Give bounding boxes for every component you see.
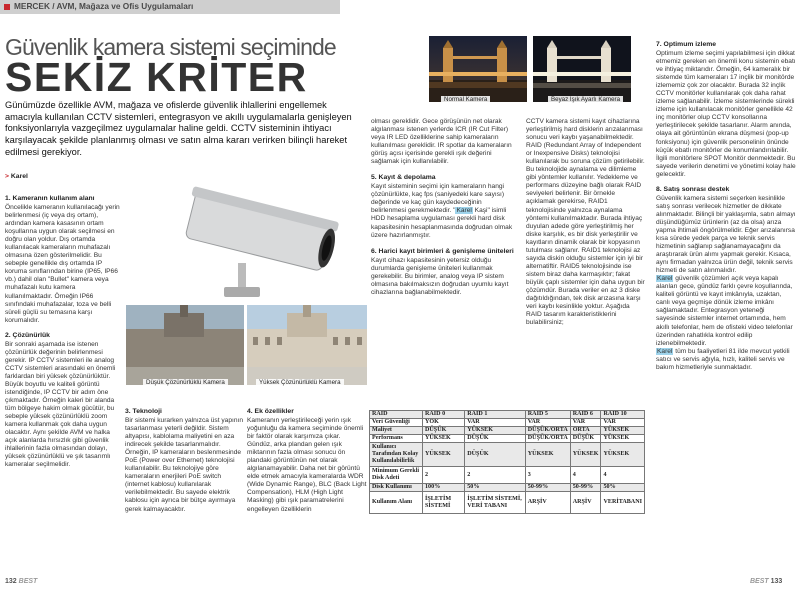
section-5-text-post: Kaşi" isimli HDD hesaplama uygulaması gerekli hard disk kapasitesinin hesaplanmasında doğrudan olmak üzere hazırlanmıştır. bbox=[371, 207, 513, 239]
table-cell: YÜKSEK bbox=[423, 443, 465, 467]
table-cell: VERİTABANI bbox=[601, 492, 645, 514]
table-cell: İŞLETİM SİSTEMİ bbox=[423, 492, 465, 514]
table-cell: ARŞİV bbox=[570, 492, 601, 514]
source-label bbox=[5, 173, 28, 180]
backlight-camera-photo bbox=[533, 36, 631, 102]
footer-left bbox=[5, 578, 37, 585]
category-label: MERCEK / AVM, Mağaza ve Ofis Uygulamaları bbox=[14, 1, 194, 11]
section-1-title: 1. Kameranın kullanım alanı bbox=[5, 195, 95, 202]
column-6 bbox=[656, 38, 796, 372]
table-row-label: Minimum Gerekli Disk Adeti bbox=[370, 467, 423, 484]
section-8-para-3 bbox=[656, 348, 796, 372]
table-cell: VAR bbox=[465, 419, 526, 427]
table-cell: İŞLETİM SİSTEMİ, VERİ TABANI bbox=[465, 492, 526, 514]
section-8-para-3-text: tüm bu faaliyetleri 81 ilde mevcut yetkili satıcı ve servis ağıyla, hızlı, kaliteli servis ve bakım hizmetleriyle sunmaktadır. bbox=[656, 347, 790, 371]
table-row-label: Kullanım Alanı bbox=[370, 492, 423, 514]
section-7-title: 7. Optimum izleme bbox=[656, 41, 717, 48]
section-3-title: 3. Teknoloji bbox=[125, 408, 162, 415]
column-2 bbox=[125, 405, 243, 514]
table-cell: YÜKSEK bbox=[601, 435, 645, 443]
high-res-caption: Yüksek Çözünürlüklü Kamera bbox=[256, 379, 344, 386]
section-6-text: Kayıt cihazı kapasitesinin yetersiz olduğu durumlarda genişleme üniteleri kullanmak gerekebilir. Bu birimler, analog veya IP sistem olmasına bakılmaksızın doğrudan uyumlu kayıt cihazlarına bağlanabilmektedir. bbox=[371, 256, 509, 296]
table-cell: 50% bbox=[465, 484, 526, 492]
table-cell: DÜŞÜK/ORTA bbox=[525, 427, 570, 435]
table-cell: RAID 1 bbox=[465, 411, 526, 419]
footer-right bbox=[750, 578, 782, 585]
section-5-text bbox=[371, 183, 514, 239]
section-4-text: Kameranın yerleştirileceği yerin ışık yoğunluğu da kamera seçiminde önemli bir faktör olarak karşımıza çıkar. Gündüz, arka plandan gelen ışık miktarının fazla olması sonucu ön plandaki görüntünün net olarak algılanamayabilir. Daha net bir görüntü elde etmek amacıyla kameralarda WDR (Wide Dynamic Range), BLC (Back Light Compensation), HLM (High Light Masking) gibi ışık paramatrelerini engelleyen özelliklerin bbox=[247, 417, 367, 513]
table-row bbox=[370, 419, 645, 427]
table-cell: ARŞİV bbox=[525, 492, 570, 514]
category-bar bbox=[0, 0, 340, 14]
brand-highlight: Karel bbox=[657, 275, 673, 283]
table-cell: 3 bbox=[525, 467, 570, 484]
table-cell: 2 bbox=[465, 467, 526, 484]
section-8-para-2 bbox=[656, 275, 796, 347]
table-cell: 4 bbox=[601, 467, 645, 484]
column-4 bbox=[371, 118, 514, 297]
table-cell: DÜŞÜK bbox=[465, 435, 526, 443]
section-4-title: 4. Ek özellikler bbox=[247, 408, 294, 415]
backlight-camera-caption: Beyaz Işık Ayarlı Kamera bbox=[548, 96, 623, 103]
table-cell: 50-99% bbox=[525, 484, 570, 492]
page-number-left: 132 bbox=[5, 578, 17, 585]
table-cell: 100% bbox=[423, 484, 465, 492]
brand-highlight: Karel bbox=[657, 347, 673, 355]
table-row bbox=[370, 427, 645, 435]
table-cell: YÜKSEK bbox=[465, 427, 526, 435]
table-cell: YÜKSEK bbox=[601, 427, 645, 435]
table-row-label: Disk Kullanımı bbox=[370, 484, 423, 492]
page-number-right: 133 bbox=[770, 578, 783, 585]
table-cell: DÜŞÜK/ORTA bbox=[525, 435, 570, 443]
section-8-title: 8. Satış sonrası destek bbox=[656, 185, 730, 193]
table-cell: RAID 10 bbox=[601, 411, 645, 419]
column-5 bbox=[526, 118, 646, 327]
brand-right: BEST bbox=[750, 578, 769, 585]
low-res-photo bbox=[126, 305, 244, 385]
table-cell: 50% bbox=[601, 484, 645, 492]
table-cell: 2 bbox=[423, 467, 465, 484]
table-cell: DÜŞÜK bbox=[570, 435, 601, 443]
table-cell: YÜKSEK bbox=[525, 443, 570, 467]
table-cell: ORTA bbox=[570, 427, 601, 435]
table-cell: VAR bbox=[525, 419, 570, 427]
section-2-title: 2. Çözünürlük bbox=[5, 331, 50, 339]
table-row-label: Veri Güvenliği bbox=[370, 419, 423, 427]
table-cell: YÜKSEK bbox=[423, 435, 465, 443]
table-row-label: Kullanıcı Tarafından Kolay Kullanılabilirlik bbox=[370, 443, 423, 467]
brand-highlight: Karel bbox=[456, 207, 472, 215]
table-cell: VAR bbox=[570, 419, 601, 427]
table-cell: YOK bbox=[423, 419, 465, 427]
table-cell: RAID 5 bbox=[525, 411, 570, 419]
low-res-caption: Düşük Çözünürlüklü Kamera bbox=[143, 379, 228, 386]
section-7-text: Optimum izleme seçimi yapılabilmesi için dikkat etmemiz gereken en önemli konu sistemin ebatı ve ihtiyaç miktarıdır. Örneğin, 64 kameralık bir sistemde tüm kameraları 17 inçlik bir monitörde izlememiz çok zor olacaktır. Burada 32 inçlik CCTV monitörler kullanılarak çok daha rahat izleme sağlanabilir. İzleme sistemlerinde sürekli izleme için kullanılacak monitörler genellikle 42 inç monitörler olup CCTV konsollarına yerleştirilecek şekilde tasarlanır. Alarm anında, olaya ait görüntünün ekrana düşmesi (pop-up fonksiyonu) için güvenlik personelinin önünde küçük ebatlı monitörler de konumlandırılabilir. İlgili monitörlere SPOT Monitör denmektedir. Bu sayede verilerin denetimi ve yönetimi kolay hale gelecektir. bbox=[656, 50, 796, 178]
table-row bbox=[370, 435, 645, 443]
raid-text: CCTV kamera sistemi kayıt cihazlarına yerleştirilmiş hard disklerin arızalanması sonucu veri kaybı yaşanabilmektedir. RAID (Redundant Array of Independent or Inexpensive Disks) teknolojisi kullanılarak bu soruna çözüm getirilebilir. Bu teknolojide aynalama ve dilimleme gibi yöntemler kullanılır. Yedekleme ve performans düzeyine bağlı olarak RAID seviyeleri belirlenir. Bir örnekle açıklamak gerekirse, RAID1 teknolojisinde yalnızca aynalama yöntemi kullanılmaktadır. Burada ihtiyaç duyulan adede göre yerleştirilmiş her diske karşılık, es bir disk yerleştirilir ve kayıtların dinamik olarak bir kopyasının tutulması sağlanır. RAID1 teknolojisi az sayıda diskin olduğu sistemler için iyi bir alternatiftir. RAID5 teknolojisinde ise sistem biraz daha karmaşıktır; fakat büyük çaplı sistemler için daha uygun bir çözümdür. Burada veriler en az 3 diske dağıtıldığından, tek disk arızasına karşı veri kaybı kesinlikle yoktur. Aşağıda RAID tasarım karakteristiklerini bulabilirsiniz; bbox=[526, 118, 645, 327]
section-8-text: Güvenlik kamera sistemi seçerken kesinlikle satış sonrası verilecek hizmetler de dikkate alınmaktadır. Bilinçli bir yaklaşımla, satın almayı düşündüğümüz ürünlerin (az da olsa) arıza yapma ihtimali öngörülmelidir. Eğer arızalanırsa kısa sürede yedek parça ve teknik servis hizmetinin sağlanıp sağlanamayacağını da araştırarak ürün alımı yapmak gerekir. Kısaca, aynı firmadan yalnızca ürün değil, teknik servis hizmeti de satın alınmalıdır. bbox=[656, 194, 796, 275]
table-cell: 4 bbox=[570, 467, 601, 484]
table-header-row bbox=[370, 411, 645, 419]
table-row-label: RAID bbox=[370, 411, 423, 419]
column-1 bbox=[5, 192, 123, 469]
table-row bbox=[370, 484, 645, 492]
category-marker bbox=[4, 4, 10, 10]
table-row bbox=[370, 492, 645, 514]
section-5-title: 5. Kayıt & depolama bbox=[371, 174, 436, 182]
table-cell: RAID 0 bbox=[423, 411, 465, 419]
normal-camera-caption: Normal Kamera bbox=[441, 96, 490, 103]
section-6-title: 6. Harici kayıt birimleri & genişleme üniteleri bbox=[371, 247, 514, 255]
section-2-text: Bir sonraki aşamada ise istenen çözünürlük değerinin belirlenmesi gerekir. IP CCTV sistemleri ile analog CCTV sistemleri arasındaki en önemli farklardan biri yüksek çözünürlüktür. Büyük boyutlu ve kaliteli görüntü istendiğinde, IP CCTV bir adım öne çıkmaktadır. Örneğin kaleri bir alanda tüm bölgeye hakim olmak gücütür, bu sebeple yüksek çözünürlüklü zoom kamera kullanmak çok daha uygun olacaktır. Aynı şekilde AVM ve halka açık alanlarda hırsızlık gibi güvenlik ihlallerinin fazla olmasından dolayı, yüksek çözünürlüklü ve şık tasarımlı kameralar seçilmelidir. bbox=[5, 340, 116, 469]
table-cell: VAR bbox=[601, 419, 645, 427]
table-cell: YÜKSEK bbox=[601, 443, 645, 467]
title-line-2: SEKİZ KRİTER bbox=[5, 54, 308, 100]
table-row-label: Maliyet bbox=[370, 427, 423, 435]
table-cell: RAID 6 bbox=[570, 411, 601, 419]
brand-left: BEST bbox=[18, 578, 38, 585]
table-cell: DÜŞÜK bbox=[465, 443, 526, 467]
normal-camera-photo bbox=[429, 36, 527, 102]
title-line-1: Güvenlik kamera sistemi seçiminde bbox=[5, 34, 336, 60]
raid-table bbox=[369, 410, 645, 514]
table-cell: YÜKSEK bbox=[570, 443, 601, 467]
section-4-continued: olması gereklidir. Gece görüşünün net olarak algılanması istenen yerlerde ICR (IR Cut Filter) veya IR LED özelliklerine sahip kameraların kullanılması gereklidir. IR spotlar da kameraların görüş açısı içerisinde gerekli ışık değerini sağlamak için kullanılabilir. bbox=[371, 118, 512, 166]
table-row bbox=[370, 443, 645, 467]
section-5-text-pre: Kayıt sisteminin seçimi için kameraların hangi çözünürlükte, kaç fps (saniyedeki kare sayısı) değerinde ve kaç gün kaydedeceğinin belirlenmesi gerekmektedir. " bbox=[371, 183, 505, 215]
arrow-icon: > bbox=[5, 173, 9, 180]
lead-paragraph: Günümüzde özellikle AVM, mağaza ve ofislerde güvenlik ihlallerini engellemek amacıyla kullanılan CCTV sistemleri, entegrasyon ve akıllı uygulamalarla genişleyen fonksiyonlarıyla vazgeçilmez uygulamalar haline geldi. CCTV sisteminin ihtiyacı karşılayacak şekilde planlanmış olması ve satın alma kararı verirken bilinçli hareket edilmesi gerekiyor. bbox=[5, 100, 352, 157]
section-8-para-2-text: güvenlik çözümleri açık veya kapalı alanları gece, gündüz farklı çevre koşullarında, kaliteli görüntü ve kayıt imkânıyla, uzaktan, canlı veya geçmişe dönük izleme imkânı sağlamaktadır. Entegrasyon yeteneği sayesinde sistemler internet ortamında, hem akıllı telefonlar, hem de ofisteki video telefonlar üzerinden rahatlıkla kontrol edilip izlenebilmektedir. bbox=[656, 275, 793, 347]
high-res-photo bbox=[247, 305, 367, 385]
column-3 bbox=[247, 405, 367, 514]
source-name: Karel bbox=[10, 173, 28, 180]
raid-table-body bbox=[370, 411, 645, 514]
table-cell: 50-99% bbox=[570, 484, 601, 492]
camera-photo bbox=[126, 175, 366, 303]
section-1-text: Öncelikle kameranın kullanılacağı yerin belirlenmesi (iç veya dış ortam), ardından kamera kasasının ortam koşullarına uygun olarak seçilmesi en doğru olan yoldur. Dış ortamda kullanılacak kameraların muhafazalı olmasına özen gösterilmelidir. Bu sebeple genellikle dış ortamda IP koruma sınıflarından birine (IP65, IP66 vb.) dahil olan "Bullet" kamera veya muhafazalı kutu kamera kullanılmaktadır. Örneğin IP66 sınıfındaki muhafazalar, toza ve belli süreli güçlü su temasına karşı korumalıdır. bbox=[5, 204, 120, 324]
table-row bbox=[370, 467, 645, 484]
table-cell: DÜŞÜK bbox=[423, 427, 465, 435]
section-3-text: Bir sistemi kurarken yalnızca üst yapının tasarlanması yeterli değildir. Sistem altyapısı, kablolama maliyetini en aza indirecek şekilde tasarlanmalıdır. Örneğin, IP kameraların beslenmesinde PoE (Power over Ethernet) teknolojisi kullanılabilir. Bu teknolojiye göre kameraların enerjileri PoE switch (internet kablosu) kullanılarak verilebilmektedir. Bu sayede elektrik kablosu için ayrıca bir bütçe ayırmaya gerek kalmayacaktır. bbox=[125, 417, 244, 513]
table-row-label: Performans bbox=[370, 435, 423, 443]
